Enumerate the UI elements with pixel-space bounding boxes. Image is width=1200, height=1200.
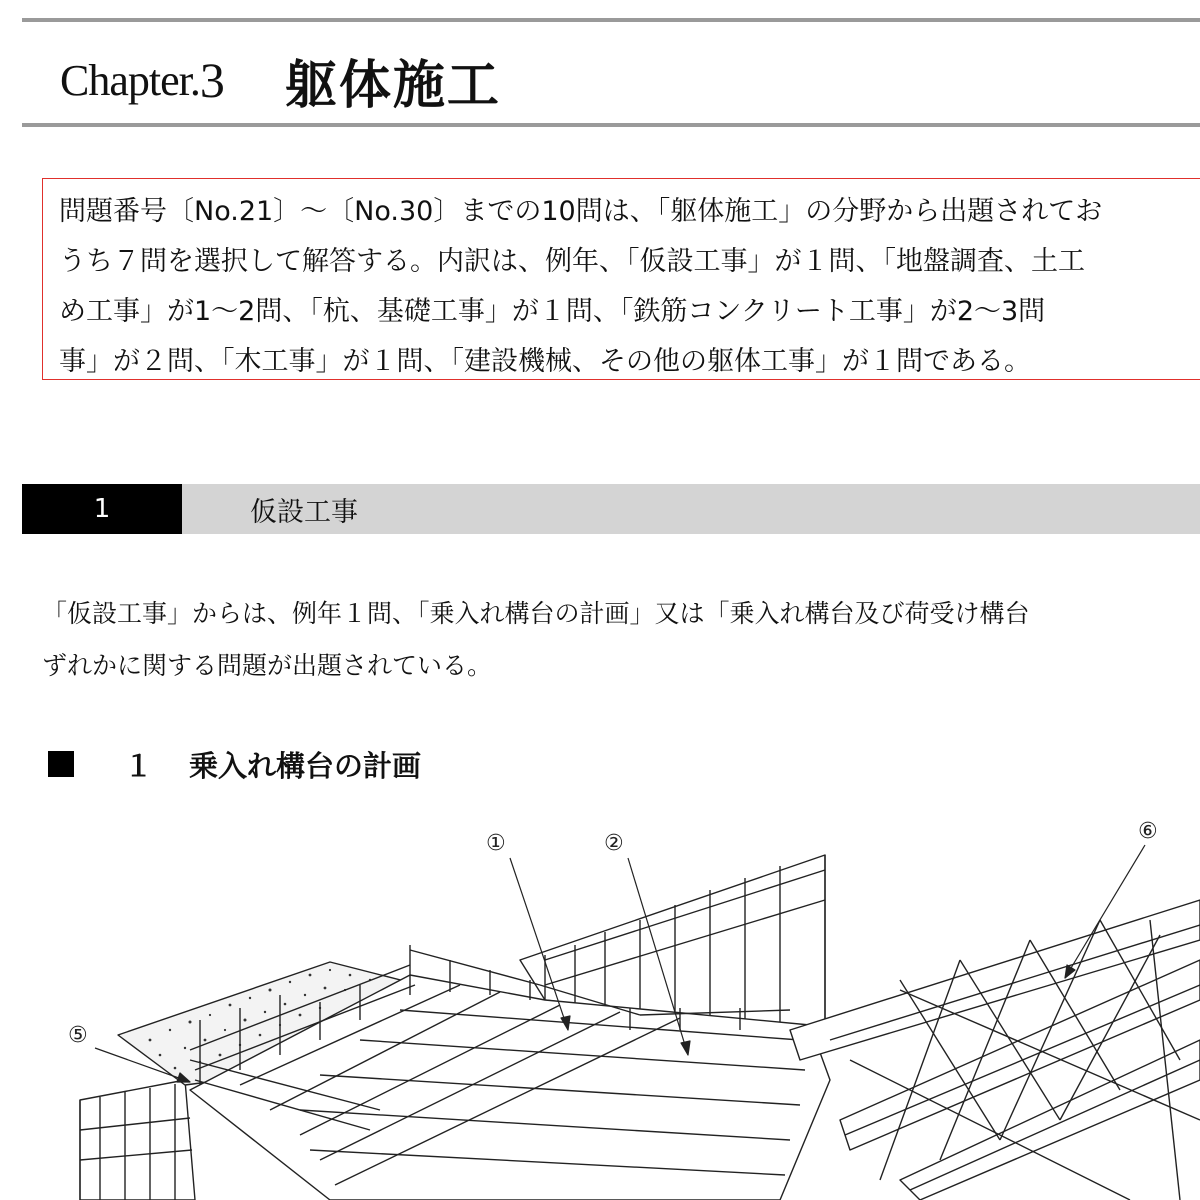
steel-frame (790, 900, 1200, 1200)
exam-notice-box (42, 178, 1200, 380)
callout-6: ⑥ (1138, 819, 1158, 844)
top-rule (22, 18, 1200, 22)
notice-line: 問題番号〔No.21〕～〔No.30〕までの10問は、「躯体施工」の分野から出題されてお (59, 196, 1103, 227)
subsection-number: １ (124, 748, 154, 783)
section-number: 1 (22, 484, 182, 534)
section-title: 仮設工事 (250, 496, 358, 528)
chapter-label: Chapter. (60, 55, 200, 105)
section-intro (42, 588, 1200, 692)
chapter-title: 躯体施工 (284, 55, 501, 116)
callout-5: ⑤ (68, 1023, 88, 1048)
chapter-heading (60, 40, 501, 120)
notice-line: 事」が２問、「木工事」が１問、「建設機械、その他の躯体工事」が１問である。 (59, 346, 1031, 377)
callout-2: ② (604, 831, 624, 856)
subsection-heading (48, 740, 421, 788)
intro-line: ずれかに関する問題が出題されている。 (42, 651, 493, 680)
loading-platform-illustration (0, 810, 1200, 1200)
callout-1: ① (486, 831, 506, 856)
intro-line: 「仮設工事」からは、例年１問、「乗入れ構台の計画」又は「乗入れ構台及び荷受け構台 (42, 599, 1030, 628)
bottom-rule (22, 123, 1200, 127)
subsection-title: 乗入れ構台の計画 (189, 748, 422, 783)
square-bullet-icon (48, 751, 74, 777)
notice-line: め工事」が1～2問、「杭、基礎工事」が１問、「鉄筋コンクリート工事」が2～3問 (59, 296, 1046, 327)
chapter-number: 3 (199, 52, 225, 108)
notice-line: うち７問を選択して解答する。内訳は、例年、「仮設工事」が１問、「地盤調査、土工 (59, 246, 1085, 277)
section-header (22, 484, 1200, 534)
left-wall (80, 1080, 195, 1200)
